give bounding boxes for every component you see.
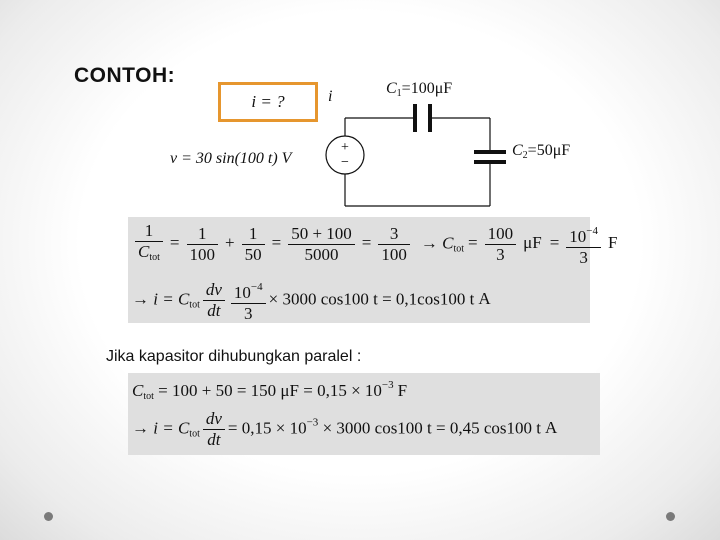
parallel-note: Jika kapasitor dihubungkan paralel :: [106, 348, 362, 365]
parallel-formula-box: [128, 373, 600, 455]
c2-label: $C_2=50\mu F$: [512, 142, 571, 161]
series-equation-row: $\frac{1}{C_{tot}}$ = $\frac{1}{100}$ + $\frac{1}{50}$ = $\frac{50 + 100}{5000}$ = $\frac{3}{100}$ → $C_{tot}$ = $\frac{100}{3}$ μF = $\frac{10^{-4}}{3}$ F: [132, 221, 621, 268]
source-minus: −: [341, 155, 349, 170]
current-label: i: [328, 88, 333, 105]
c1-label: $C_1=100\mu F$: [386, 80, 453, 99]
slide-title: CONTOH:: [74, 64, 176, 87]
unknown-current-label: i = ?: [251, 92, 285, 111]
parallel-current-row: → $i = C_{tot}$ $\frac{dv}{dt}$ = $0,15 \times 10^{-3} \times 3000$ cos100 t = 0,45 cos100 t A: [132, 409, 558, 449]
parallel-capacitance-row: $C_{tot} = 100 + 50 = 150$ $\mu F = 0,15 \times 10^{-3}$ F: [132, 379, 408, 402]
series-formula-box: [128, 217, 618, 323]
source-plus: +: [341, 140, 349, 155]
source-voltage-label: v = 30 sin(100 t) V: [170, 150, 292, 167]
circuit-diagram: [0, 0, 720, 220]
corner-dot-right: [666, 512, 675, 521]
corner-dot-left: [44, 512, 53, 521]
series-current-row: → $i = C_{tot}$ $\frac{dv}{dt}$ $\frac{10^{-4}}{3}$ × 3000 cos100 t = 0,1cos100 t A: [132, 277, 495, 324]
unknown-current-box: [218, 82, 318, 122]
